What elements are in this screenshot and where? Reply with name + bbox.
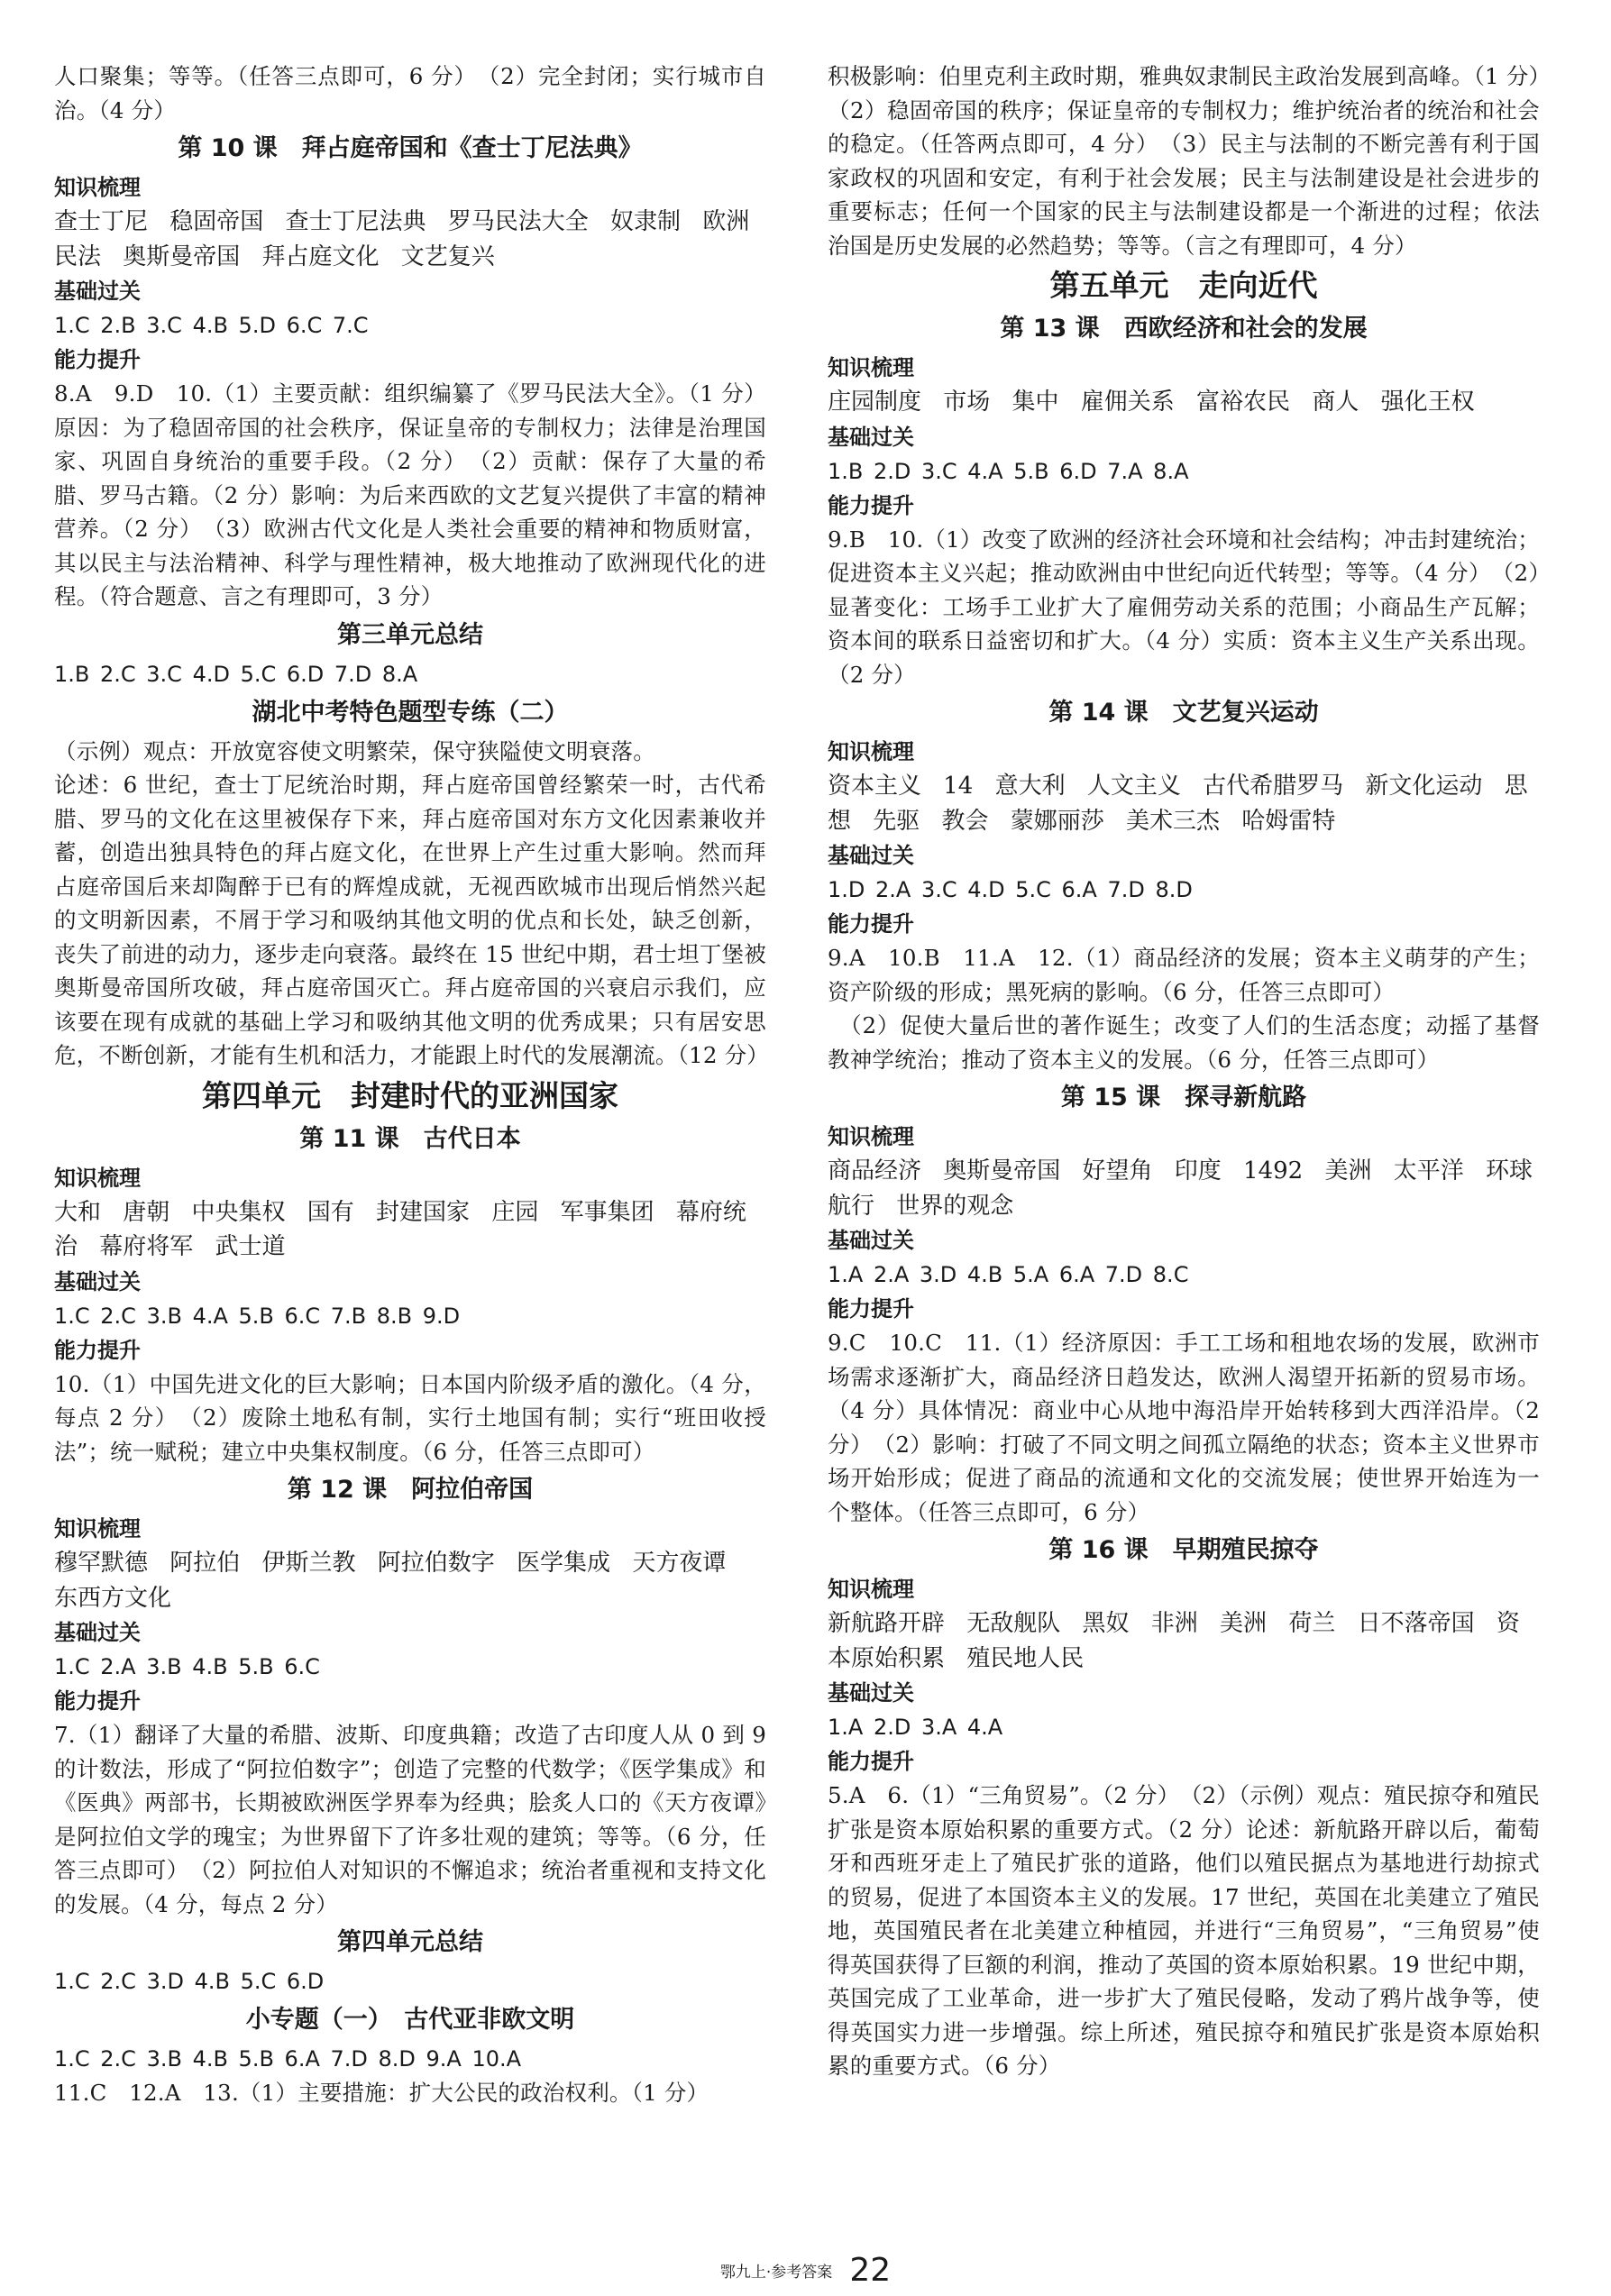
section-label: 基础过关 bbox=[828, 424, 914, 450]
section-label: 能力提升 bbox=[54, 1688, 141, 1714]
section-label: 基础过关 bbox=[828, 1680, 914, 1706]
lesson-heading: 第 10 课 拜占庭帝国和《查士丁尼法典》 bbox=[178, 134, 643, 162]
section-label: 基础过关 bbox=[54, 1620, 141, 1645]
body-paragraph: 10.（1）中国先进文化的巨大影响；日本国内阶级矛盾的激化。（4 分，每点 2 分） （2）废除土地私有制，实行土地国有制；实行“班田收授法”；统一赋税；建立中央集权制度。（6 分，任答三点即可） bbox=[54, 1370, 766, 1465]
unit-heading: 第四单元 封建时代的亚洲国家 bbox=[202, 1077, 618, 1113]
body-paragraph: 8.A 9.D 10.（1）主要贡献：组织编纂了《罗马民法大全》。（1 分）原因：为了稳固帝国的社会秩序，保证皇帝的专制权力；法律是治理国家、巩固自身统治的重要手段。（2 分） （2）贡献：保存了大量的希腊、罗马古籍。（2 分）影响：为后来西欧的文艺复兴提供了丰富的精神营养。（2 分） （3）欧洲古代文化是人类社会重要的精神和物质财富，其以民主与法治精神、科学与理性精神，极大地推动了欧洲现代化的进程。（符合题意、言之有理即可，3 分） bbox=[54, 380, 766, 609]
body-paragraph: 5.A 6.（1）“三角贸易”。（2 分） （2）（示例）观点：殖民掠夺和殖民扩张是资本原始积累的重要方式。（2 分）论述：新航路开辟以后，葡萄牙和西班牙走上了殖民扩张的道路，他们以殖民据点为基地进行劫掠式的贸易，促进了本国资本主义的发展。17 世纪，英国在北美建立了殖民地，英国殖民者在北美建立种植园，并进行“三角贸易”，“三角贸易”使得英国获得了巨额的利润，推动了英国的资本原始积累。19 世纪中期，英国完成了工业革命，进一步扩大了殖民侵略，发动了鸦片战争等，使得英国实力进一步增强。综上所述，殖民掠夺和殖民扩张是资本原始积累的重要方式。（6 分） bbox=[828, 1782, 1540, 2079]
section-label: 能力提升 bbox=[828, 492, 914, 518]
body-paragraph: 9.A 10.B 11.A 12.（1）商品经济的发展；资本主义萌芽的产生；资产阶级的形成；黑死病的影响。（6 分，任答三点即可） bbox=[828, 945, 1540, 1005]
answer-row: 1.A 2.A 3.D 4.B 5.A 6.A 7.D 8.C bbox=[828, 1262, 1189, 1287]
lesson-heading: 第 16 课 早期殖民掠夺 bbox=[1048, 1536, 1319, 1564]
knowledge-terms: 资本主义 14 意大利 人文主义 古代希腊罗马 新文化运动 思想 先驱 教会 蒙娜丽莎 美术三杰 哈姆雷特 bbox=[828, 773, 1528, 835]
section-label: 知识梳理 bbox=[54, 1516, 141, 1541]
lesson-heading: 湖北中考特色题型专练（二） bbox=[252, 698, 569, 727]
lesson-heading: 第 14 课 文艺复兴运动 bbox=[1048, 699, 1319, 727]
answer-row: 1.C 2.C 3.D 4.B 5.C 6.D bbox=[54, 1969, 325, 1994]
lesson-heading: 第 12 课 阿拉伯帝国 bbox=[287, 1476, 534, 1504]
body-paragraph: 积极影响：伯里克利主政时期，雅典奴隶制民主政治发展到高峰。（1 分） （2）稳固帝国的秩序；保证皇帝的专制权力；维护统治者的统治和社会的稳定。（任答两点即可，4 分） （3）民主与法制的不断完善有利于国家政权的巩固和安定，有利于社会发展；民主与法制建设是社会进步的重要标志；任何一个国家的民主与法制建设都是一个渐进的过程；依法治国是历史发展的必然趋势；等等。（言之有理即可，4 分） bbox=[828, 63, 1562, 259]
body-paragraph: 9.C 10.C 11.（1）经济原因：手工工场和租地农场的发展，欧洲市场需求逐渐扩大，商品经济日趋发达，欧洲人渴望开拓新的贸易市场。（4 分）具体情况：商业中心从地中海沿岸开始转移到大西洋沿岸。（2 分） （2）影响：打破了不同文明之间孤立隔绝的状态；资本主义世界市场开始形成；促进了商品的流通和文化的交流发展；使世界开始连为一个整体。（任答三点即可，6 分） bbox=[828, 1330, 1540, 1525]
knowledge-terms: 新航路开辟 无敌舰队 黑奴 非洲 美洲 荷兰 日不落帝国 资本原始积累 殖民地人民 bbox=[828, 1610, 1520, 1672]
section-label: 能力提升 bbox=[828, 1296, 914, 1322]
body-paragraph: 论述：6 世纪，查士丁尼统治时期，拜占庭帝国曾经繁荣一时，古代希腊、罗马的文化在这里被保存下来，拜占庭帝国对东方文化因素兼收并蓄，创造出独具特色的拜占庭文化，在世界上产生过重大影响。然而拜占庭帝国后来却陶醉于已有的辉煌成就，无视西欧城市出现后悄然兴起的文明新因素，不屑于学习和吸纳其他文明的优点和长处，缺乏创新，丧失了前进的动力，逐步走向衰落。最终在 15 世纪中期，君士坦丁堡被奥斯曼帝国所攻破，拜占庭帝国灭亡。拜占庭帝国的兴衰启示我们，应该要在现有成就的基础上学习和吸纳其他文明的优秀成果；只有居安思危，不断创新，才能有生机和活力，才能跟上时代的发展潮流。（12 分） bbox=[54, 772, 770, 1068]
answer-row: 1.C 2.C 3.B 4.A 5.B 6.C 7.B 8.B 9.D bbox=[54, 1303, 461, 1329]
lesson-heading: 小专题（一） 古代亚非欧文明 bbox=[245, 2006, 575, 2034]
answer-row: 1.C 2.A 3.B 4.B 5.B 6.C bbox=[54, 1654, 320, 1679]
section-label: 能力提升 bbox=[54, 347, 141, 372]
section-label: 能力提升 bbox=[828, 911, 914, 937]
knowledge-terms: 庄园制度 市场 集中 雇佣关系 富裕农民 商人 强化王权 bbox=[828, 389, 1475, 416]
body-paragraph: 人口聚集；等等。（任答三点即可，6 分） （2）完全封闭；实行城市自治。（4 分） bbox=[54, 63, 766, 123]
page-number: 22 bbox=[849, 2252, 892, 2289]
body-paragraph: 9.B 10.（1）改变了欧洲的经济社会环境和社会结构；冲击封建统治；促进资本主义兴起；推动欧洲由中世纪向近代转型；等等。（4 分） （2）显著变化：工场手工业扩大了雇佣劳动关系的范围；小商品生产瓦解；资本间的联系日益密切和扩大。（4 分）实质：资本主义生产关系出现。（2 分） bbox=[828, 526, 1540, 688]
answer-row: 1.D 2.A 3.C 4.D 5.C 6.A 7.D 8.D bbox=[828, 877, 1193, 902]
body-paragraph: （示例）观点：开放宽容使文明繁荣，保守狭隘使文明衰落。 bbox=[54, 737, 655, 764]
body-paragraph: （2）促使大量后世的著作诞生；改变了人们的生活态度；动摇了基督教神学统治；推动了资本主义的发展。（6 分，任答三点即可） bbox=[828, 1012, 1540, 1073]
body-paragraph: 11.C 12.A 13.（1）主要措施：扩大公民的政治权利。（1 分） bbox=[54, 2080, 709, 2106]
answer-row: 1.A 2.D 3.A 4.A bbox=[828, 1715, 1003, 1740]
section-label: 能力提升 bbox=[828, 1749, 914, 1774]
answer-row: 1.C 2.B 3.C 4.B 5.D 6.C 7.C bbox=[54, 313, 369, 338]
section-label: 知识梳理 bbox=[828, 739, 914, 764]
lesson-heading: 第四单元总结 bbox=[337, 1928, 483, 1956]
body-paragraph: 7.（1）翻译了大量的希腊、波斯、印度典籍；改造了古印度人从 0 到 9 的计数法，形成了“阿拉伯数字”；创造了完整的代数学；《医学集成》和《医典》两部书，长期被欧洲医学界奉为经典；脍炙人口的《天方夜谭》是阿拉伯文学的瑰宝；为世界留下了许多壮观的建筑；等等。（6 分，任答三点即可） （2）阿拉伯人对知识的不懈追求；统治者重视和支持文化的发展。（4 分，每点 2 分） bbox=[54, 1722, 766, 1917]
unit-heading: 第五单元 走向近代 bbox=[1049, 268, 1318, 303]
lesson-heading: 第三单元总结 bbox=[337, 620, 483, 649]
right-column bbox=[828, 59, 1562, 2083]
knowledge-terms: 查士丁尼 稳固帝国 查士丁尼法典 罗马民法大全 奴隶制 欧洲民法 奥斯曼帝国 拜占庭文化 文艺复兴 bbox=[54, 208, 750, 270]
answer-row: 1.B 2.C 3.C 4.D 5.C 6.D 7.D 8.A bbox=[54, 661, 418, 687]
section-label: 知识梳理 bbox=[54, 175, 141, 200]
section-label: 知识梳理 bbox=[828, 1124, 914, 1149]
section-label: 基础过关 bbox=[54, 279, 141, 304]
section-label: 知识梳理 bbox=[828, 355, 914, 380]
section-label: 知识梳理 bbox=[828, 1577, 914, 1602]
lesson-heading: 第 13 课 西欧经济和社会的发展 bbox=[1000, 315, 1368, 343]
knowledge-terms: 商品经济 奥斯曼帝国 好望角 印度 1492 美洲 太平洋 环球航行 世界的观念 bbox=[828, 1157, 1533, 1220]
section-label: 基础过关 bbox=[54, 1268, 141, 1294]
lesson-heading: 第 11 课 古代日本 bbox=[299, 1124, 521, 1153]
knowledge-terms: 穆罕默德 阿拉伯 伊斯兰教 阿拉伯数字 医学集成 天方夜谭 东西方文化 bbox=[54, 1550, 727, 1612]
lesson-heading: 第 15 课 探寻新航路 bbox=[1060, 1084, 1307, 1111]
left-column bbox=[54, 59, 770, 2110]
answer-row: 1.B 2.D 3.C 4.A 5.B 6.D 7.A 8.A bbox=[828, 458, 1189, 484]
knowledge-terms: 大和 唐朝 中央集权 国有 封建国家 庄园 军事集团 幕府统治 幕府将军 武士道 bbox=[54, 1198, 746, 1260]
answer-row: 1.C 2.C 3.B 4.B 5.B 6.A 7.D 8.D 9.A 10.A bbox=[54, 2046, 522, 2072]
footer-text: 鄂九上·参考答案 bbox=[719, 2264, 833, 2282]
section-label: 能力提升 bbox=[54, 1337, 141, 1363]
section-label: 基础过关 bbox=[828, 1228, 914, 1253]
page-footer bbox=[0, 2252, 1611, 2289]
section-label: 基础过关 bbox=[828, 843, 914, 868]
section-label: 知识梳理 bbox=[54, 1165, 141, 1191]
